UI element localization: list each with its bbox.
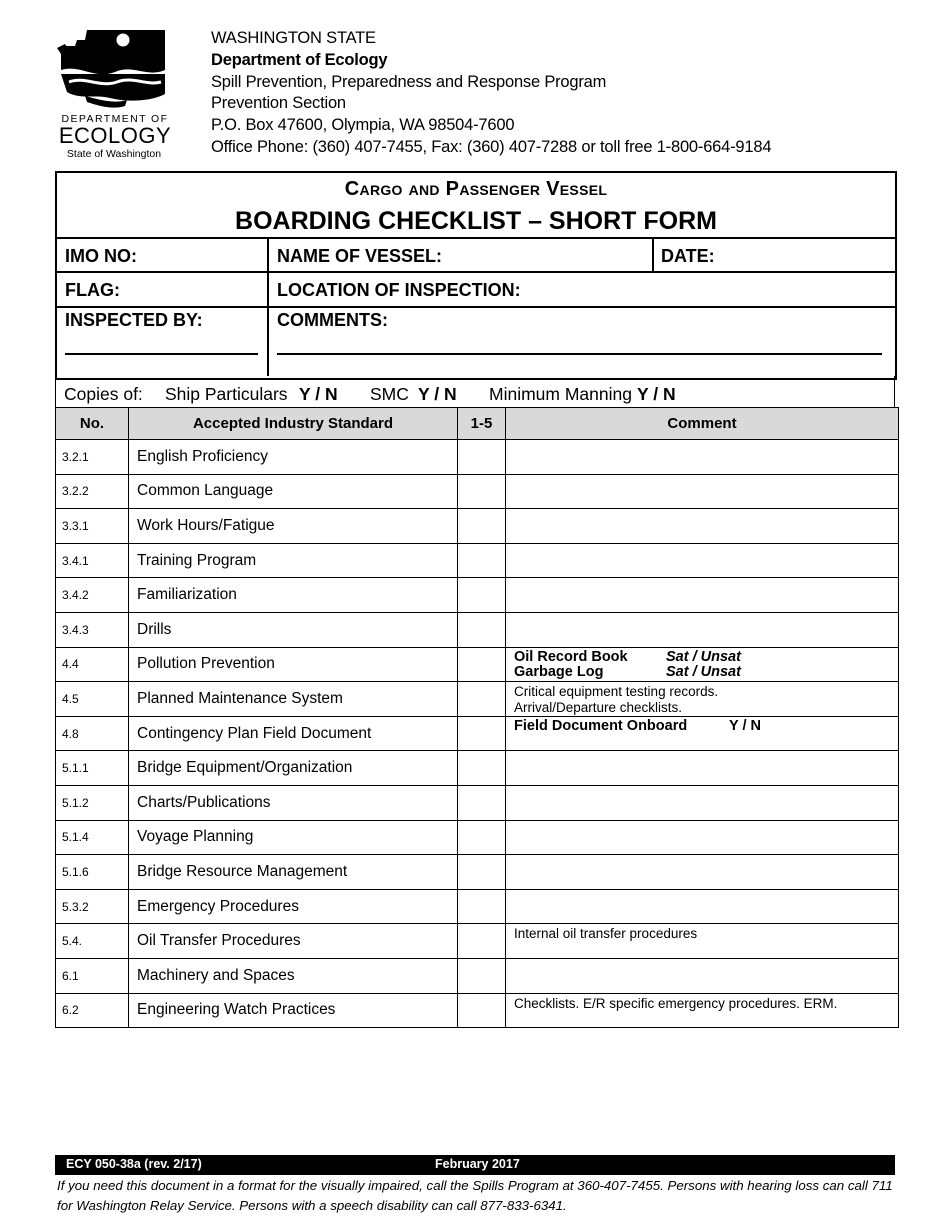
row-comment-cell[interactable] (506, 716, 899, 751)
row-comment-cell[interactable] (506, 751, 899, 786)
row-standard: Work Hours/Fatigue (129, 509, 458, 544)
table-row (56, 924, 899, 959)
row-comment-cell[interactable] (506, 820, 899, 855)
ship-particulars-yn[interactable]: Y / N (299, 384, 338, 404)
checklist-table (55, 407, 899, 1028)
smc-yn[interactable]: Y / N (418, 384, 457, 404)
row-score-cell[interactable] (458, 958, 506, 993)
date-label: DATE: (661, 246, 715, 266)
header-standard: Accepted Industry Standard (129, 408, 458, 440)
header-score: 1-5 (458, 408, 506, 440)
row-score-cell[interactable] (458, 751, 506, 786)
row-comment-cell[interactable] (506, 785, 899, 820)
agency-state: WASHINGTON STATE (211, 29, 376, 47)
row-comment-cell[interactable] (506, 993, 899, 1028)
row-comment-cell[interactable] (506, 440, 899, 475)
imo-label: IMO NO: (65, 246, 137, 266)
agency-department: Department of Ecology (211, 50, 388, 69)
flag-label: FLAG: (65, 280, 120, 300)
row-standard: Emergency Procedures (129, 889, 458, 924)
location-label: LOCATION OF INSPECTION: (277, 280, 521, 300)
row-comment-cell[interactable] (506, 509, 899, 544)
row-score-cell[interactable] (458, 889, 506, 924)
row-standard: Bridge Resource Management (129, 855, 458, 890)
min-manning-label: Minimum Manning (489, 384, 632, 404)
comment-line: Critical equipment testing records. (514, 684, 719, 700)
row-no: 3.2.1 (56, 440, 129, 475)
row-standard: Voyage Planning (129, 820, 458, 855)
row-standard: Pollution Prevention (129, 647, 458, 682)
washington-state-logo-icon (55, 26, 175, 160)
table-row (56, 820, 899, 855)
row-no: 5.1.4 (56, 820, 129, 855)
form-date: February 2017 (435, 1157, 520, 1171)
table-row (56, 889, 899, 924)
form-number: ECY 050-38a (rev. 2/17) (66, 1157, 202, 1171)
row-score-cell[interactable] (458, 509, 506, 544)
table-row (56, 785, 899, 820)
inspected-by-label: INSPECTED BY: (65, 310, 203, 330)
row-no: 3.2.2 (56, 474, 129, 509)
garbage-log-label: Garbage Log (514, 664, 604, 681)
row-comment-cell[interactable] (506, 682, 899, 717)
comment-line: Checklists. E/R specific emergency procedures. ERM. (514, 995, 838, 1011)
row-comment-cell[interactable] (506, 578, 899, 613)
agency-address: P.O. Box 47600, Olympia, WA 98504-7600 (211, 116, 515, 135)
row-no: 3.4.2 (56, 578, 129, 613)
row-no: 5.3.2 (56, 889, 129, 924)
row-score-cell[interactable] (458, 682, 506, 717)
row-no: 6.1 (56, 958, 129, 993)
row-score-cell[interactable] (458, 474, 506, 509)
row-comment-cell[interactable] (506, 889, 899, 924)
divider (57, 271, 895, 273)
header-no: No. (56, 408, 129, 440)
row-no: 4.4 (56, 647, 129, 682)
agency-section: Prevention Section (211, 94, 346, 113)
row-standard: Common Language (129, 474, 458, 509)
table-row (56, 474, 899, 509)
oil-record-book-status[interactable]: Sat / Unsat (666, 648, 741, 665)
row-score-cell[interactable] (458, 785, 506, 820)
row-no: 6.2 (56, 993, 129, 1028)
row-standard: English Proficiency (129, 440, 458, 475)
row-standard: Planned Maintenance System (129, 682, 458, 717)
row-score-cell[interactable] (458, 924, 506, 959)
table-row (56, 682, 899, 717)
row-no: 3.3.1 (56, 509, 129, 544)
row-comment-cell[interactable] (506, 924, 899, 959)
table-row (56, 509, 899, 544)
table-row (56, 612, 899, 647)
row-standard: Familiarization (129, 578, 458, 613)
row-no: 3.4.3 (56, 612, 129, 647)
row-no: 5.1.1 (56, 751, 129, 786)
row-standard: Machinery and Spaces (129, 958, 458, 993)
form-header-box (55, 171, 897, 380)
row-comment-cell[interactable] (506, 958, 899, 993)
divider (57, 306, 895, 308)
comment-line: Arrival/Departure checklists. (514, 699, 683, 715)
row-standard: Training Program (129, 543, 458, 578)
row-score-cell[interactable] (458, 440, 506, 475)
comments-label: COMMENTS: (277, 310, 388, 330)
row-standard: Engineering Watch Practices (129, 993, 458, 1028)
table-row (56, 647, 899, 682)
table-row (56, 751, 899, 786)
agency-program: Spill Prevention, Preparedness and Response Program (211, 72, 607, 91)
row-score-cell[interactable] (458, 612, 506, 647)
oil-record-book-label: Oil Record Book (514, 648, 628, 665)
inspected-by-field[interactable] (65, 353, 258, 355)
table-row (56, 543, 899, 578)
vessel-name-label: NAME OF VESSEL: (277, 246, 443, 266)
row-standard: Oil Transfer Procedures (129, 924, 458, 959)
table-row (56, 578, 899, 613)
table-row (56, 440, 899, 475)
row-standard: Contingency Plan Field Document (129, 716, 458, 751)
row-no: 5.4. (56, 924, 129, 959)
table-row (56, 958, 899, 993)
row-score-cell[interactable] (458, 820, 506, 855)
row-standard: Drills (129, 612, 458, 647)
smc-label: SMC (370, 384, 409, 404)
row-no: 3.4.1 (56, 543, 129, 578)
divider (57, 237, 895, 239)
ecology-logo (55, 26, 175, 160)
row-comment-cell[interactable] (506, 855, 899, 890)
divider (267, 237, 269, 376)
table-row (56, 855, 899, 890)
header-comment: Comment (506, 408, 899, 440)
copies-row (55, 376, 895, 407)
ship-particulars-label: Ship Particulars (165, 384, 288, 404)
row-no: 4.5 (56, 682, 129, 717)
row-score-cell[interactable] (458, 543, 506, 578)
logo-line2: ECOLOGY (58, 123, 172, 148)
row-score-cell[interactable] (458, 716, 506, 751)
table-row (56, 716, 899, 751)
agency-address-block (211, 28, 771, 159)
row-comment-cell[interactable] (506, 474, 899, 509)
row-standard: Bridge Equipment/Organization (129, 751, 458, 786)
field-document-label: Field Document Onboard (514, 717, 688, 734)
row-score-cell[interactable] (458, 578, 506, 613)
row-score-cell[interactable] (458, 993, 506, 1028)
row-no: 5.1.2 (56, 785, 129, 820)
footer-bar (55, 1155, 895, 1175)
garbage-log-status[interactable]: Sat / Unsat (666, 664, 741, 681)
min-manning-yn[interactable]: Y / N (637, 384, 676, 404)
row-score-cell[interactable] (458, 855, 506, 890)
table-row (56, 993, 899, 1028)
form-title-line2: BOARDING CHECKLIST – SHORT FORM (235, 207, 717, 235)
logo-line3: State of Washington (66, 148, 162, 160)
comments-field[interactable] (277, 353, 882, 355)
accessibility-note: If you need this document in a format for the visually impaired, call the Spills Program at 360-407-7455. Persons with hearing loss can call 711 for Washington Relay Service. Persons with a speech disability can call 877-833-6341. (57, 1178, 893, 1213)
row-comment-cell[interactable] (506, 543, 899, 578)
logo-line1: DEPARTMENT OF (61, 113, 169, 125)
row-standard: Charts/Publications (129, 785, 458, 820)
comment-line: Internal oil transfer procedures (514, 926, 698, 942)
row-comment-cell[interactable] (506, 647, 899, 682)
row-score-cell[interactable] (458, 647, 506, 682)
table-header-row (56, 408, 899, 440)
divider (652, 237, 654, 271)
row-no: 5.1.6 (56, 855, 129, 890)
copies-label: Copies of: (64, 384, 143, 404)
row-comment-cell[interactable] (506, 612, 899, 647)
row-no: 4.8 (56, 716, 129, 751)
agency-phone: Office Phone: (360) 407-7455, Fax: (360) 407-7288 or toll free 1-800-664-9184 (211, 137, 772, 156)
form-title-line1: Cargo and Passenger Vessel (344, 178, 608, 200)
field-document-yn[interactable]: Y / N (729, 717, 761, 734)
